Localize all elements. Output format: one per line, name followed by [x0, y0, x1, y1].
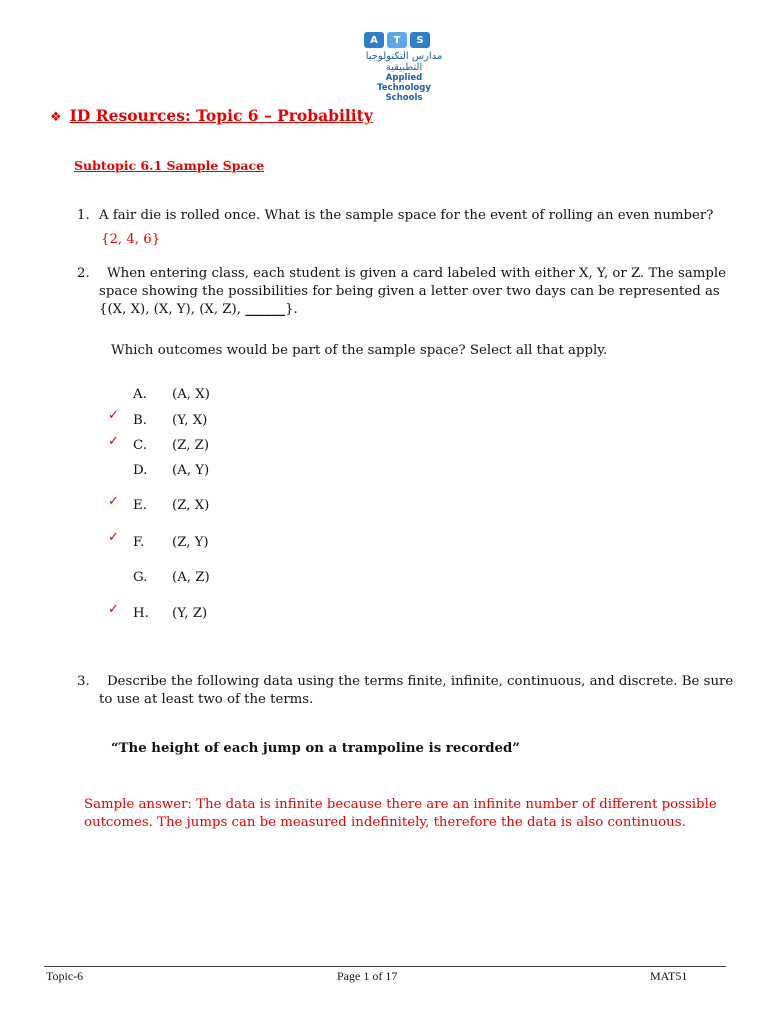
q2-line-1: When entering class, each student is given a card labeled with either X, Y, or Z. The sample — [107, 266, 726, 281]
q2-line-3-suffix: }. — [285, 302, 298, 317]
option-a-value: (A, X) — [172, 387, 210, 402]
checkmark-icon: ✓ — [108, 494, 119, 509]
option-f-value: (Z, Y) — [172, 535, 209, 550]
q2-number: 2. — [77, 266, 90, 281]
q2-line-3-prefix: {(X, X), (X, Y), (X, Z), — [99, 302, 241, 317]
footer-page-number: Page 1 of 17 — [337, 969, 398, 983]
checkmark-icon: ✓ — [108, 530, 119, 545]
logo-tile-s: S — [410, 32, 430, 48]
option-h-value: (Y, Z) — [172, 606, 208, 621]
q3-line-1: Describe the following data using the terms finite, infinite, continuous, and discrete. Be sure — [107, 674, 734, 689]
q1-number: 1. — [77, 208, 90, 223]
option-a-letter: A. — [133, 387, 147, 402]
q3-answer-line-2: outcomes. The jumps can be measured indefinitely, therefore the data is also continuous. — [84, 815, 686, 830]
option-d-letter: D. — [133, 463, 148, 478]
logo-tiles — [364, 32, 460, 48]
q3-number: 3. — [77, 674, 90, 689]
option-g-letter: G. — [133, 570, 148, 585]
option-c-letter: C. — [133, 438, 147, 453]
checkmark-icon: ✓ — [108, 434, 119, 449]
q3-answer-line-1: Sample answer: The data is infinite because there are an infinite number of different possible — [84, 797, 717, 812]
logo-english-text: Applied Technology Schools — [377, 73, 431, 103]
subtopic-heading: Subtopic 6.1 Sample Space — [74, 158, 265, 173]
option-c-value: (Z, Z) — [172, 438, 210, 453]
q3-line-2: to use at least two of the terms. — [99, 692, 314, 707]
logo-tile-t: T — [387, 32, 407, 48]
q3-quote: “The height of each jump on a trampoline is recorded” — [111, 741, 520, 756]
footer-topic: Topic-6 — [46, 969, 84, 983]
page-title-text: ID Resources: Topic 6 – Probability — [69, 106, 373, 125]
q2-blank: ______ — [245, 302, 286, 317]
q2-line-3 — [99, 301, 298, 319]
checkmark-icon: ✓ — [108, 408, 119, 423]
footer-divider — [44, 966, 726, 967]
logo-tile-a: A — [364, 32, 384, 48]
option-d-value: (A, Y) — [172, 463, 210, 478]
option-e-letter: E. — [133, 498, 147, 513]
checkmark-icon: ✓ — [108, 602, 119, 617]
option-b-value: (Y, X) — [172, 413, 208, 428]
footer-course-code: MAT51 — [650, 969, 688, 983]
diamond-bullet-icon: ❖ — [50, 110, 62, 125]
page-title — [50, 106, 373, 125]
option-h-letter: H. — [133, 606, 149, 621]
school-logo — [360, 32, 460, 103]
q2-line-2: space showing the possibilities for being given a letter over two days can be represented as — [99, 284, 720, 299]
option-b-letter: B. — [133, 413, 147, 428]
option-f-letter: F. — [133, 535, 145, 550]
logo-arabic-text: مدارس التكنولوجيا التطبيقية — [365, 51, 443, 73]
q1-text: A fair die is rolled once. What is the sample space for the event of rolling an even number? — [99, 208, 714, 223]
q2-prompt: Which outcomes would be part of the sample space? Select all that apply. — [111, 343, 608, 358]
q1-answer: {2, 4, 6} — [101, 232, 161, 247]
option-e-value: (Z, X) — [172, 498, 210, 513]
option-g-value: (A, Z) — [172, 570, 210, 585]
